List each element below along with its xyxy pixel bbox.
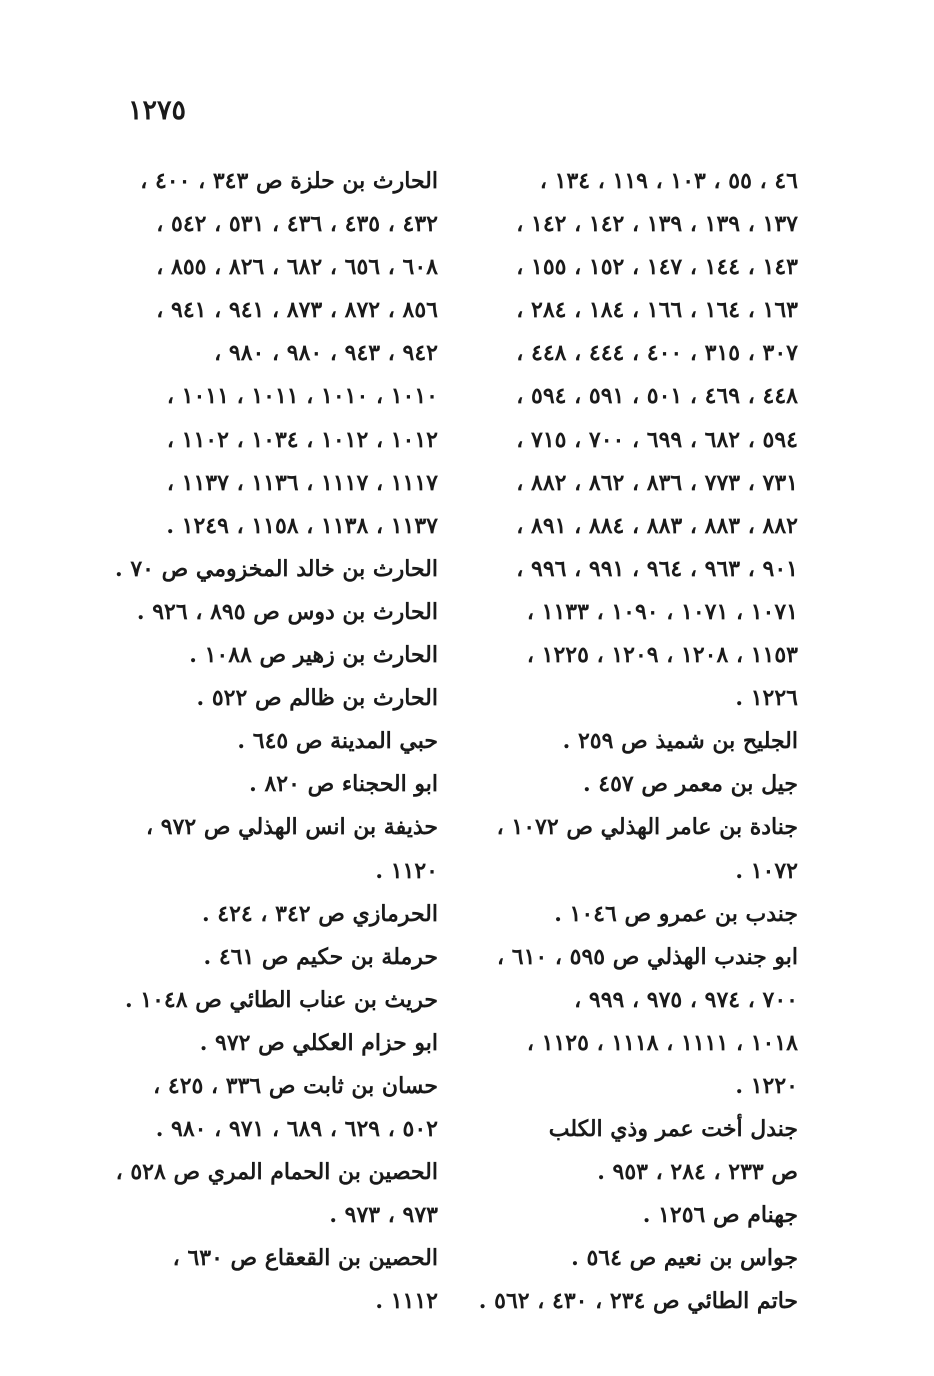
index-line: ١٢٢٦ .	[735, 685, 798, 712]
index-line: ٤٣٢ ، ٤٣٥ ، ٤٣٦ ، ٥٣١ ، ٥٤٢ ،	[156, 211, 438, 238]
index-line: جواس بن نعيم ص ٥٦٤ .	[571, 1245, 798, 1272]
index-line: ١٢٢٠ .	[735, 1072, 798, 1099]
index-column-left	[78, 160, 438, 1324]
index-line: ٧٣١ ، ٧٧٣ ، ٨٣٦ ، ٨٦٢ ، ٨٨٢ ،	[516, 469, 798, 496]
index-line: الحارث بن زهير ص ١٠٨٨ .	[189, 642, 438, 669]
index-line: ٩٧٣ ، ٩٧٣ .	[329, 1202, 438, 1229]
index-line: الحارث بن دوس ص ٨٩٥ ، ٩٢٦ .	[136, 598, 438, 625]
index-line: ٣٠٧ ، ٣١٥ ، ٤٠٠ ، ٤٤٤ ، ٤٤٨ ،	[516, 340, 798, 367]
page-number: ١٢٧٥	[128, 95, 187, 126]
index-line: ٥٠٢ ، ٦٢٩ ، ٦٨٩ ، ٩٧١ ، ٩٨٠ .	[155, 1116, 438, 1143]
index-line: ابو جندب الهذلي ص ٥٩٥ ، ٦١٠ ،	[497, 943, 798, 970]
index-line: ابو الحجناء ص ٨٢٠ .	[249, 771, 438, 798]
index-line: ١١١٧ ، ١١١٧ ، ١١٣٦ ، ١١٣٧ ،	[166, 469, 438, 496]
index-line: ١٠١٠ ، ١٠١٠ ، ١٠١١ ، ١٠١١ ،	[166, 383, 438, 410]
index-line: جندب بن عمرو ص ١٠٤٦ .	[554, 900, 798, 927]
index-line: حسان بن ثابت ص ٣٣٦ ، ٤٢٥ ،	[153, 1072, 438, 1099]
index-line: ٨٨٢ ، ٨٨٣ ، ٨٨٣ ، ٨٨٤ ، ٨٩١ ،	[516, 512, 798, 539]
index-line: الحارث بن حلزة ص ٣٤٣ ، ٤٠٠ ،	[140, 168, 438, 194]
index-line: ١٠١٨ ، ١١١١ ، ١١١٨ ، ١١٢٥ ،	[526, 1029, 798, 1056]
index-column-right	[438, 160, 798, 1324]
index-line: حريث بن عناب الطائي ص ١٠٤٨ .	[124, 986, 438, 1013]
index-line: جيل بن معمر ص ٤٥٧ .	[582, 771, 798, 798]
index-line: ٩٠١ ، ٩٦٣ ، ٩٦٤ ، ٩٩١ ، ٩٩٦ ،	[516, 555, 798, 582]
index-line: جندل أخت عمر وذي الكلب	[548, 1116, 798, 1143]
index-line: ١٤٣ ، ١٤٤ ، ١٤٧ ، ١٥٢ ، ١٥٥ ،	[516, 254, 798, 281]
index-line: ابو حزام العكلي ص ٩٧٢ .	[199, 1029, 438, 1056]
index-line: ٥٩٤ ، ٦٨٢ ، ٦٩٩ ، ٧٠٠ ، ٧١٥ ،	[516, 426, 798, 453]
index-line: الحارث بن خالد المخزومي ص ٧٠ .	[115, 555, 438, 582]
index-line: ١٣٧ ، ١٣٩ ، ١٣٩ ، ١٤٢ ، ١٤٢ ،	[516, 211, 798, 238]
index-line: ٨٥٦ ، ٨٧٢ ، ٨٧٣ ، ٩٤١ ، ٩٤١ ،	[156, 297, 438, 324]
index-line: جنادة بن عامر الهذلي ص ١٠٧٢ ،	[496, 814, 798, 841]
index-line: ١١٥٣ ، ١٢٠٨ ، ١٢٠٩ ، ١٢٢٥ ،	[526, 642, 798, 669]
index-line: الحصين بن الحمام المري ص ٥٢٨ ،	[115, 1159, 438, 1186]
index-line: ٩٤٢ ، ٩٤٣ ، ٩٨٠ ، ٩٨٠ ،	[214, 340, 438, 367]
index-line: الحرمازي ص ٣٤٢ ، ٤٢٤ .	[201, 900, 438, 927]
index-line: الحصين بن القعقاع ص ٦٣٠ ،	[172, 1245, 438, 1272]
index-line: ص ٢٣٣ ، ٢٨٤ ، ٩٥٣ .	[597, 1159, 798, 1186]
index-line: ٧٠٠ ، ٩٧٤ ، ٩٧٥ ، ٩٩٩ ،	[574, 986, 798, 1013]
index-line: ١٠٧١ ، ١٠٧١ ، ١٠٩٠ ، ١١٣٣ ،	[526, 598, 798, 625]
index-line: ١١٢٠ .	[375, 857, 438, 884]
index-line: حرملة بن حكيم ص ٤٦١ .	[203, 943, 438, 970]
index-line: ١١١٢ .	[375, 1288, 438, 1315]
index-line: ٤٦ ، ٥٥ ، ١٠٣ ، ١١٩ ، ١٣٤ ،	[539, 168, 798, 194]
index-line: حذيفة بن انس الهذلي ص ٩٧٢ ،	[145, 814, 438, 841]
index-line: ١٦٣ ، ١٦٤ ، ١٦٦ ، ١٨٤ ، ٢٨٤ ،	[516, 297, 798, 324]
index-line: الجليح بن شميذ ص ٢٥٩ .	[562, 728, 798, 755]
index-line: ١٠٧٢ .	[735, 857, 798, 884]
index-line: الحارث بن ظالم ص ٥٢٢ .	[196, 685, 438, 712]
index-line: جهنام ص ١٢٥٦ .	[642, 1202, 798, 1229]
index-line: ١١٣٧ ، ١١٣٨ ، ١١٥٨ ، ١٢٤٩ .	[166, 512, 438, 539]
index-line: حبي المدينة ص ٦٤٥ .	[237, 728, 438, 755]
index-line: ٦٠٨ ، ٦٥٦ ، ٦٨٢ ، ٨٢٦ ، ٨٥٥ ،	[156, 254, 438, 281]
index-line: ٤٤٨ ، ٤٦٩ ، ٥٠١ ، ٥٩١ ، ٥٩٤ ،	[516, 383, 798, 410]
index-line: حاتم الطائي ص ٢٣٤ ، ٤٣٠ ، ٥٦٢ .	[478, 1288, 798, 1315]
index-line: ١٠١٢ ، ١٠١٢ ، ١٠٣٤ ، ١١٠٢ ،	[166, 426, 438, 453]
